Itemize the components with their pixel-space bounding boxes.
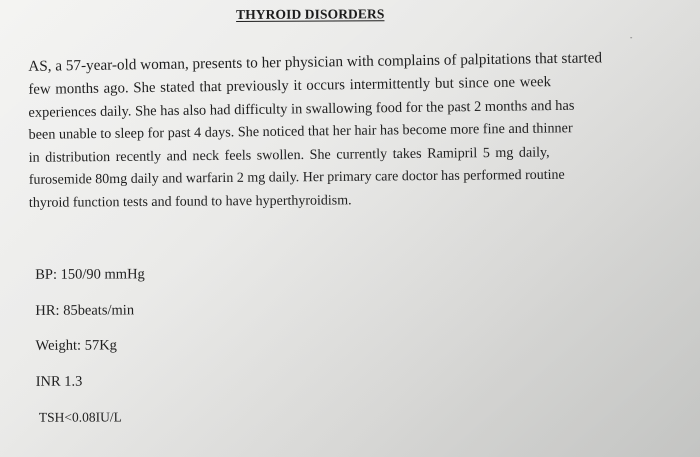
vital-signs-list [35,257,145,435]
paragraph-line: few months ago. She stated that previously it occurs intermittently but since one week [28,73,552,98]
document-title: THYROID DISORDERS [236,6,385,22]
vital-hr: HR: 85beats/min [35,301,135,319]
vital-bp: BP: 150/90 mmHg [35,266,145,283]
paper-speck [630,37,632,38]
case-paragraph [28,49,629,215]
paragraph-line: experiences daily. She has also had difficulty in swallowing food for the past 2 months and has [28,97,575,121]
vital-inr: INR 1.3 [35,373,83,390]
paragraph-line: thyroid function tests and found to have hyperthyroidism. [28,193,352,211]
paragraph-line: AS, a 57-year-old woman, presents to her physician with complains of palpitations that started [28,49,603,75]
paragraph-line: furosemide 80mg daily and warfarin 2 mg daily. Her primary care doctor has performed routine [28,167,565,188]
vital-weight: Weight: 57Kg [35,337,117,354]
vital-tsh: TSH<0.08IU/L [38,409,122,425]
paragraph-line: been unable to sleep for past 4 days. She noticed that her hair has become more fine and thinner [28,120,573,144]
paragraph-line: in distribution recently and neck feels swollen. She currently takes Ramipril 5 mg daily, [28,144,550,167]
